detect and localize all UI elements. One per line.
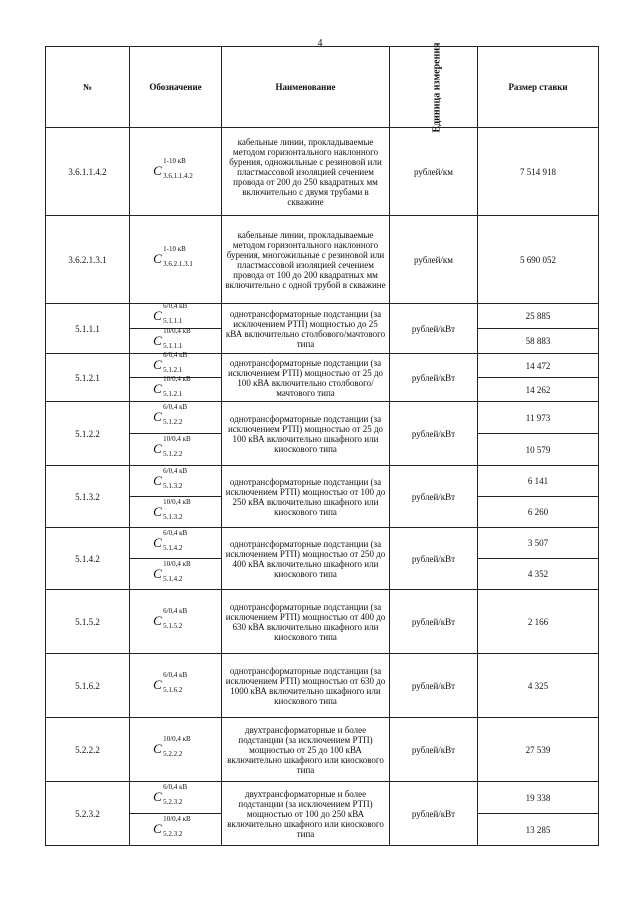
page-number: 4	[317, 38, 323, 49]
designation-code: 5.1.2.2	[163, 450, 183, 458]
row-designation	[130, 559, 222, 590]
designation-voltage: 6/0,4 кВ	[163, 783, 188, 791]
row-name: двухтрансформаторные и более подстанции (за исключением РТП) мощностью от 100 до 250 кВА включительно шкафного или киоскового типа	[222, 782, 390, 846]
designation-letter: C	[153, 332, 162, 348]
table-row	[46, 304, 599, 329]
row-unit: рублей/кВт	[390, 590, 478, 654]
row-designation	[130, 351, 222, 378]
row-designation	[130, 434, 222, 466]
row-designation	[130, 782, 222, 814]
row-unit: рублей/кВт	[390, 654, 478, 718]
row-rate: 25 885	[478, 304, 599, 329]
designation-code: 5.1.1.1	[163, 341, 183, 350]
designation-symbol	[153, 375, 198, 398]
row-number: 5.1.5.2	[46, 590, 130, 654]
row-name: кабельные линии, прокладываемые методом горизонтального наклонного бурения, одножильные с резиновой или пластмассовой изоляцией сечением провода от 200 до 250 квадратных мм включительно с двумя трубами в скважине	[222, 128, 390, 216]
designation-letter: C	[153, 409, 162, 424]
designation-symbol	[153, 607, 198, 630]
row-designation	[130, 814, 222, 846]
designation-voltage: 6/0,4 кВ	[163, 607, 188, 615]
row-designation	[130, 466, 222, 497]
designation-voltage: 10/0,4 кВ	[163, 559, 191, 568]
designation-code: 5.2.3.2	[163, 830, 183, 838]
row-rate: 10 579	[478, 434, 599, 466]
designation-symbol	[153, 326, 198, 350]
designation-symbol	[153, 301, 198, 325]
row-designation	[130, 654, 222, 718]
row-designation	[130, 301, 222, 329]
row-unit: рублей/км	[390, 128, 478, 216]
row-designation	[130, 375, 222, 402]
row-designation	[130, 718, 222, 782]
row-rate: 6 260	[478, 497, 599, 528]
designation-voltage: 10/0,4 кВ	[163, 375, 191, 383]
designation-code: 5.1.4.2	[163, 543, 183, 552]
row-rate: 3 507	[478, 528, 599, 559]
designation-symbol	[153, 528, 198, 552]
designation-symbol	[153, 157, 198, 180]
designation-voltage: 10/0,4 кВ	[163, 735, 191, 743]
designation-voltage: 6/0,4 кВ	[163, 671, 188, 679]
header-name: Наименование	[222, 47, 390, 128]
table-body	[46, 128, 599, 846]
row-rate: 6 141	[478, 466, 599, 497]
designation-code: 5.1.3.2	[163, 512, 183, 521]
designation-symbol	[153, 815, 198, 838]
row-name: двухтрансформаторные и более подстанции (за исключением РТП) мощностью от 25 до 100 кВА включительно шкафного или киоскового типа	[222, 718, 390, 782]
row-name: однотрансформаторные подстанции (за исключением РТП) мощностью от 25 до 100 кВА включительно шкафного или киоскового типа	[222, 402, 390, 466]
row-designation	[130, 528, 222, 559]
row-name: однотрансформаторные подстанции (за исключением РТП) мощностью от 630 до 1000 кВА включительно шкафного или киоскового типа	[222, 654, 390, 718]
row-rate: 14 472	[478, 354, 599, 378]
row-rate: 2 166	[478, 590, 599, 654]
designation-letter: C	[153, 565, 162, 581]
designation-symbol	[153, 559, 198, 583]
designation-code: 3.6.1.1.4.2	[163, 172, 193, 180]
designation-letter: C	[153, 307, 162, 323]
row-name: однотрансформаторные подстанции (за исключением РТП) мощностью от 400 до 630 кВА включительно шкафного или киоскового типа	[222, 590, 390, 654]
row-number: 5.1.6.2	[46, 654, 130, 718]
designation-symbol	[153, 245, 198, 268]
designation-voltage: 10/0,4 кВ	[163, 815, 191, 823]
designation-letter: C	[153, 741, 162, 756]
row-name: однотрансформаторные подстанции (за исключением РТП) мощностью от 100 до 250 кВА включительно шкафного или киоскового типа	[222, 466, 390, 528]
header-unit-label: Единица измерения	[431, 41, 443, 133]
row-name: однотрансформаторные подстанции (за исключением РТП) мощностью от 250 до 400 кВА включительно шкафного или киоскового типа	[222, 528, 390, 590]
designation-letter: C	[153, 821, 162, 836]
designation-code: 5.1.5.2	[163, 622, 183, 630]
row-unit: рублей/кВт	[390, 354, 478, 402]
designation-voltage: 10/0,4 кВ	[163, 326, 191, 335]
table-row	[46, 402, 599, 434]
designation-letter: C	[153, 381, 162, 396]
designation-code: 5.1.2.1	[163, 366, 183, 374]
row-designation	[130, 216, 222, 304]
designation-code: 5.2.3.2	[163, 798, 183, 806]
header-designation: Обозначение	[130, 47, 222, 128]
row-name: однотрансформаторные подстанции (за исключением РТП) мощностью от 25 до 100 кВА включительно столбового/мачтового типа	[222, 354, 390, 402]
designation-letter: C	[153, 472, 162, 488]
designation-letter: C	[153, 677, 162, 692]
row-designation	[130, 590, 222, 654]
table-header-row	[46, 47, 599, 128]
row-designation	[130, 326, 222, 354]
header-rate: Размер ставки	[478, 47, 599, 128]
designation-voltage: 6/0,4 кВ	[163, 466, 188, 475]
table-row	[46, 528, 599, 559]
row-number: 3.6.2.1.3.1	[46, 216, 130, 304]
designation-letter: C	[153, 503, 162, 519]
designation-voltage: 10/0,4 кВ	[163, 497, 191, 506]
header-num: №	[46, 47, 130, 128]
designation-voltage: 6/0,4 кВ	[163, 528, 188, 537]
row-number: 5.1.2.1	[46, 354, 130, 402]
designation-symbol	[153, 403, 198, 426]
designation-letter: C	[153, 789, 162, 804]
designation-symbol	[153, 735, 198, 758]
designation-code: 5.1.2.1	[163, 390, 183, 398]
row-unit: рублей/кВт	[390, 528, 478, 590]
row-designation	[130, 497, 222, 528]
row-unit: рублей/кВт	[390, 304, 478, 354]
table-row	[46, 128, 599, 216]
designation-voltage: 10/0,4 кВ	[163, 435, 191, 443]
table-row	[46, 354, 599, 378]
designation-code: 5.2.2.2	[163, 750, 183, 758]
table-row	[46, 590, 599, 654]
row-number: 3.6.1.1.4.2	[46, 128, 130, 216]
table-row	[46, 466, 599, 497]
designation-letter: C	[153, 613, 162, 628]
designation-code: 5.1.1.1	[163, 316, 183, 325]
row-unit: рублей/кВт	[390, 782, 478, 846]
row-unit: рублей/кВт	[390, 466, 478, 528]
designation-symbol	[153, 351, 198, 374]
table-row	[46, 782, 599, 814]
designation-code: 5.1.3.2	[163, 481, 183, 490]
designation-letter: C	[153, 357, 162, 372]
row-rate: 4 325	[478, 654, 599, 718]
row-number: 5.1.2.2	[46, 402, 130, 466]
designation-code: 5.1.6.2	[163, 686, 183, 694]
row-number: 5.2.2.2	[46, 718, 130, 782]
designation-voltage: 6/0,4 кВ	[163, 403, 188, 411]
row-unit: рублей/кВт	[390, 402, 478, 466]
designation-letter: C	[153, 163, 162, 178]
row-rate: 4 352	[478, 559, 599, 590]
designation-voltage: 1-10 кВ	[163, 157, 186, 165]
designation-voltage: 1-10 кВ	[163, 245, 186, 253]
designation-code: 3.6.2.1.3.1	[163, 260, 193, 268]
row-name: кабельные линии, прокладываемые методом горизонтального наклонного бурения, многожильные с резиновой или пластмассовой изоляцией сечением провода от 100 до 200 квадратных мм включительно с одной трубой в скважине	[222, 216, 390, 304]
designation-symbol	[153, 783, 198, 806]
table-row	[46, 654, 599, 718]
designation-symbol	[153, 466, 198, 490]
designation-symbol	[153, 435, 198, 458]
header-unit	[390, 41, 478, 133]
designation-voltage: 6/0,4 кВ	[163, 301, 188, 310]
row-rate: 11 973	[478, 402, 599, 434]
tariff-table	[45, 41, 599, 846]
row-rate: 7 514 918	[478, 128, 599, 216]
row-number: 5.2.3.2	[46, 782, 130, 846]
designation-letter: C	[153, 441, 162, 456]
row-name: однотрансформаторные подстанции (за исключением РТП) мощностью до 25 кВА включительно столбового/мачтового типа	[222, 304, 390, 354]
row-rate: 58 883	[478, 329, 599, 354]
designation-symbol	[153, 671, 198, 694]
row-unit: рублей/км	[390, 216, 478, 304]
designation-code: 5.1.4.2	[163, 574, 183, 583]
row-rate: 19 338	[478, 782, 599, 814]
designation-symbol	[153, 497, 198, 521]
row-number: 5.1.3.2	[46, 466, 130, 528]
row-rate: 14 262	[478, 378, 599, 402]
designation-letter: C	[153, 534, 162, 550]
designation-voltage: 6/0,4 кВ	[163, 351, 188, 359]
row-designation	[130, 128, 222, 216]
row-rate: 5 690 052	[478, 216, 599, 304]
row-unit: рублей/кВт	[390, 718, 478, 782]
designation-code: 5.1.2.2	[163, 418, 183, 426]
row-number: 5.1.4.2	[46, 528, 130, 590]
row-rate: 27 539	[478, 718, 599, 782]
designation-letter: C	[153, 251, 162, 266]
table-row	[46, 718, 599, 782]
row-number: 5.1.1.1	[46, 304, 130, 354]
table-row	[46, 216, 599, 304]
row-rate: 13 285	[478, 814, 599, 846]
row-designation	[130, 402, 222, 434]
